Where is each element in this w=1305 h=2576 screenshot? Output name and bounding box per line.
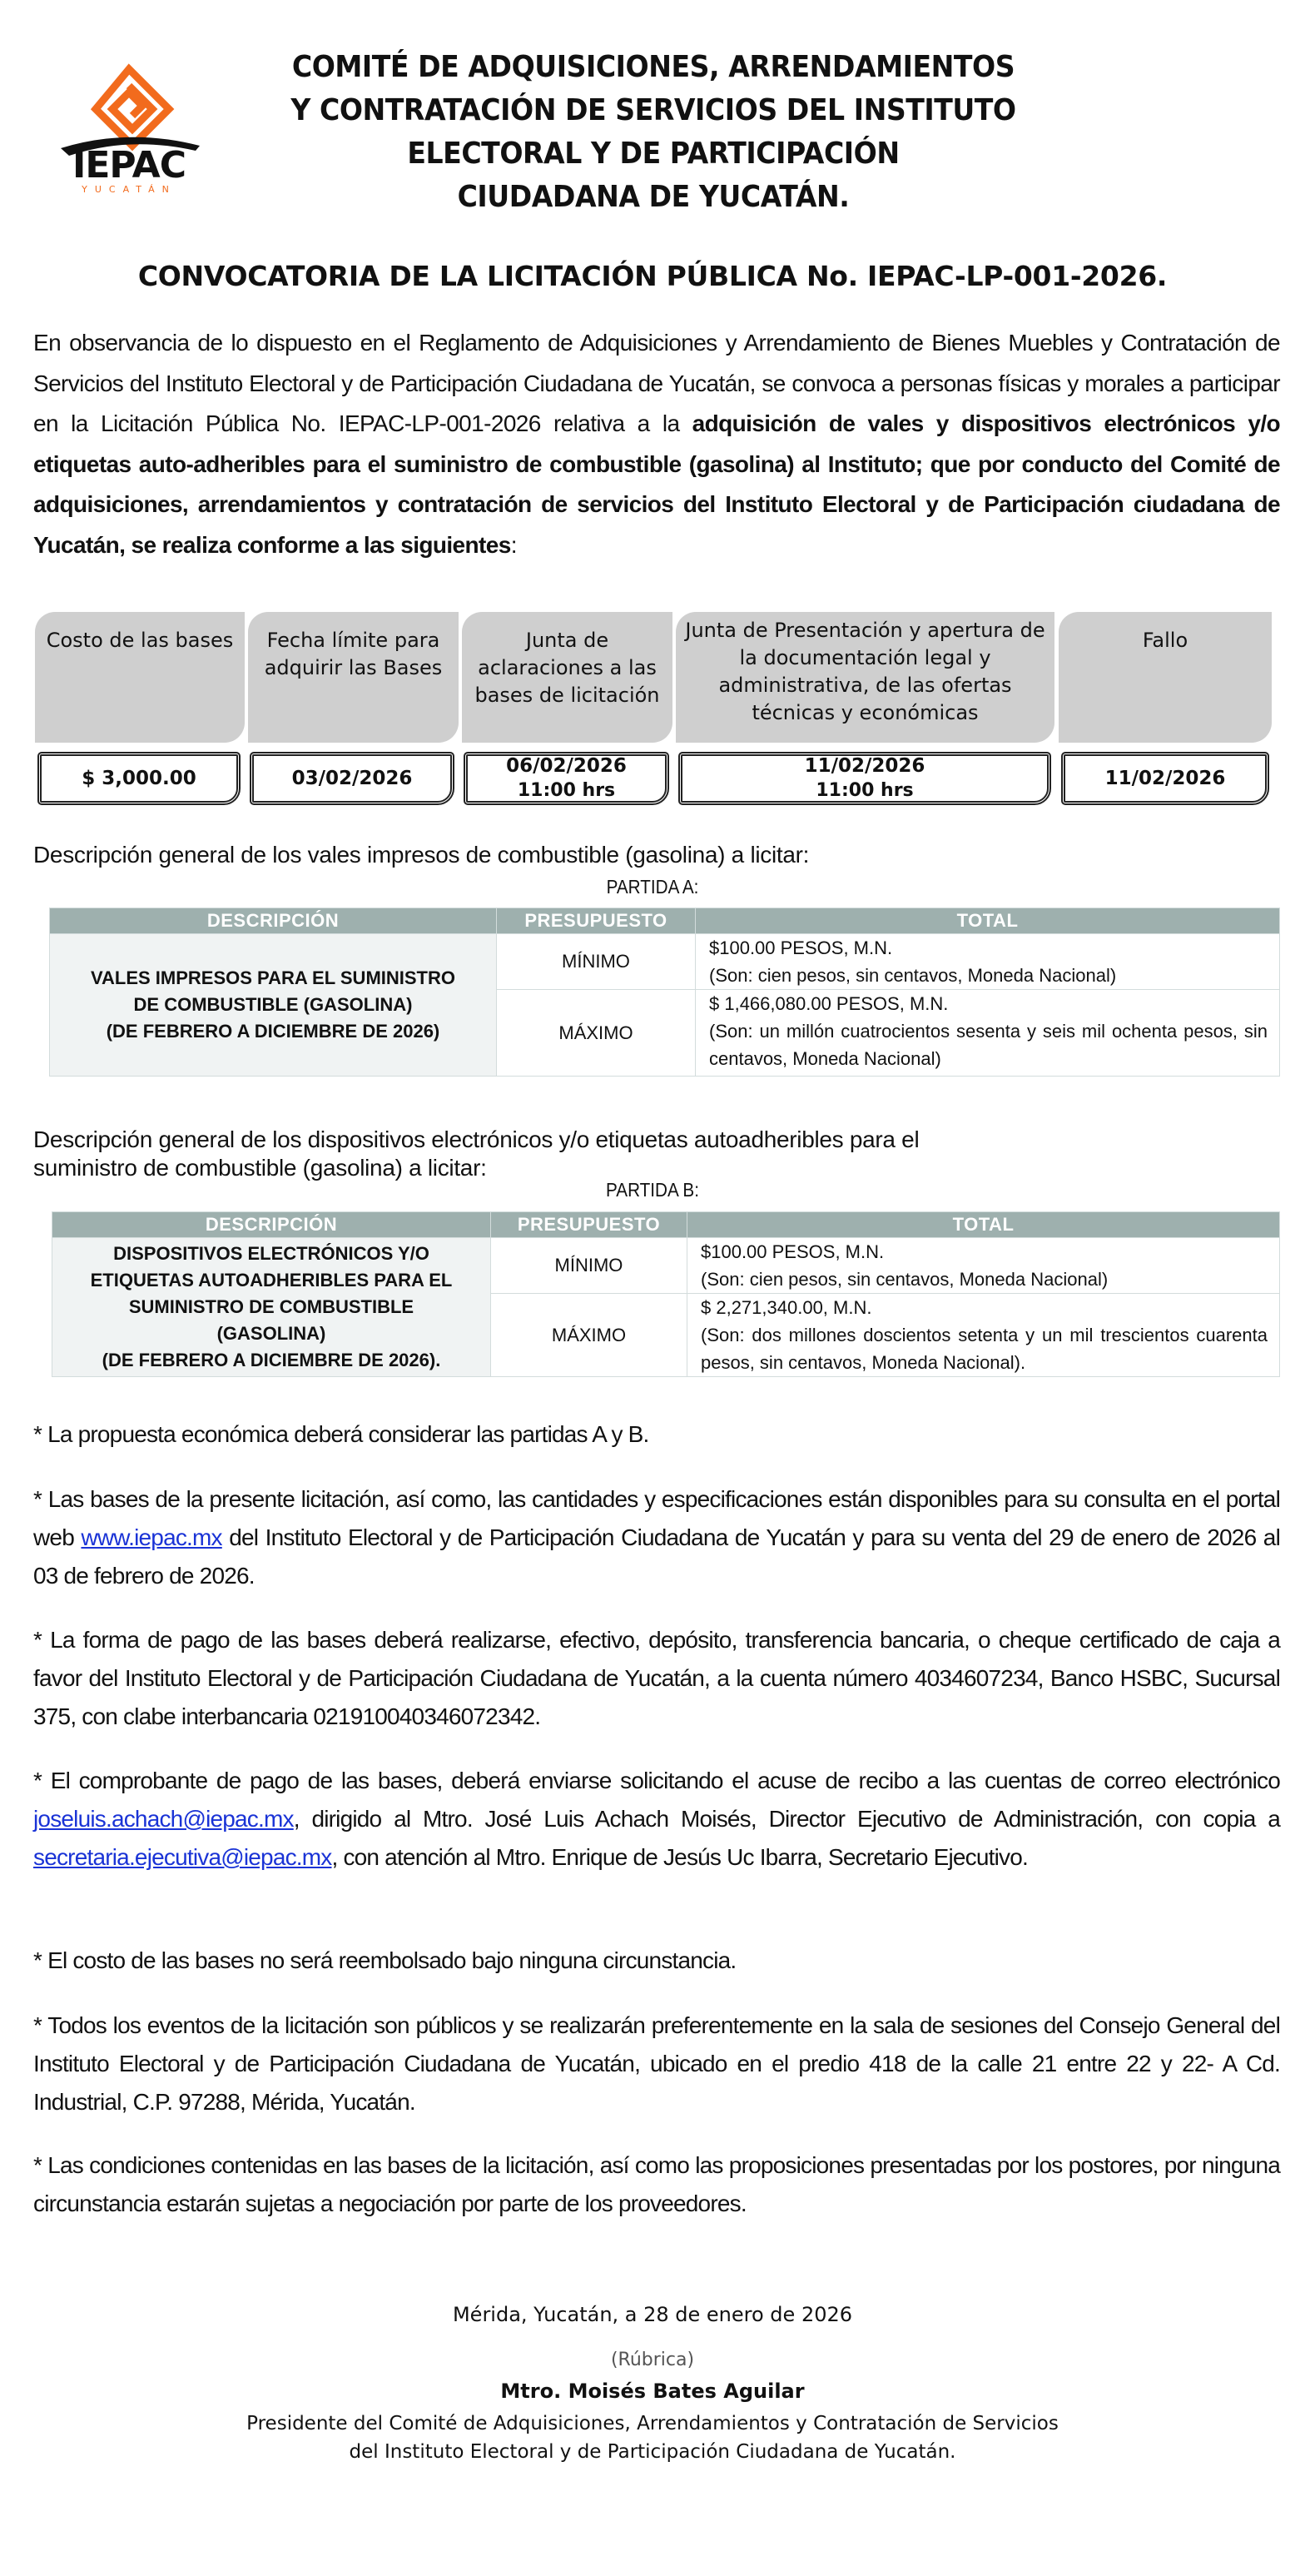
intro-end: : [510,531,517,558]
partida-b-intro-line-2: suministro de combustible (gasolina) a licitar: [33,1155,487,1181]
description-line: ETIQUETAS AUTOADHERIBLES PARA EL [90,1270,453,1290]
note-payment-method: * La forma de pago de las bases deberá realizarse, efectivo, depósito, transferencia bancaria, o cheque certificado de caja a favor del Instituto Electoral y de Participación Ciudadana de Yucatán, a la cuenta número 4034607234, Banco HSBC, Sucursal 375, con clabe interbancaria 021910040346072342. [33,1627,1280,1729]
column-header: PRESUPUESTO [491,1212,687,1238]
rubrica: (Rúbrica) [610,2350,695,2370]
partida-b-intro-line-1: Descripción general de los dispositivos electrónicos y/o etiquetas autoadheribles para el [33,1126,920,1152]
description-line: (GASOLINA) [216,1323,326,1344]
column-header: DESCRIPCIÓN [52,1212,491,1238]
schedule-value-deadline [250,752,454,805]
item-description [52,1238,491,1377]
description-line: (DE FEBRERO A DICIEMBRE DE 2026) [106,1021,440,1042]
budget-type: MÍNIMO [497,934,696,990]
schedule-value-cost [37,752,241,805]
schedule-time: 11:00 hrs [517,780,616,801]
column-header: TOTAL [687,1212,1280,1238]
committee-line: ELECTORAL Y DE PARTICIPACIÓN [407,137,900,171]
signer-role-line: Presidente del Comité de Adquisiciones, Arrendamientos y Contratación de Servicios [246,2413,1059,2434]
note-payment-proof [33,1762,1280,1877]
logo-subtitle: YUCATÁN [82,184,176,195]
total-cell [696,934,1280,990]
logo-wordmark: IEPAC [72,144,186,186]
total-words: (Son: cien pesos, sin centavos, Moneda Nacional) [701,1269,1109,1290]
place-date: Mérida, Yucatán, a 28 de enero de 2026 [452,2303,853,2326]
table-header-row [52,1212,1280,1238]
schedule-label: Costo de las bases [46,629,234,652]
committee-heading [275,46,1033,219]
total-cell [696,990,1280,1077]
schedule-label: Fecha límite para adquirir las Bases [264,629,443,679]
column-header: TOTAL [696,908,1280,934]
schedule-header-deadline [248,612,459,743]
schedule-header-cost [35,612,245,743]
table-row [50,934,1280,990]
committee-line: COMITÉ DE ADQUISICIONES, ARRENDAMIENTOS [291,50,1015,84]
schedule-label: Junta de aclaraciones a las bases de licitación [474,629,660,707]
schedule-label: Fallo [1142,629,1188,652]
schedule-header-clarifications [462,612,672,743]
note-bases-availability [33,1480,1280,1595]
description-line: VALES IMPRESOS PARA EL SUMINISTRO [90,967,455,988]
partida-b-label: PARTIDA B: [606,1179,699,1201]
note-text: del Instituto Electoral y de Participación Ciudadana de Yucatán y para su venta del 29 de enero de 2026 al 03 de febrero de 2026. [33,1524,1280,1589]
table-row [52,1238,1280,1294]
committee-line: CIUDADANA DE YUCATÁN. [457,180,850,214]
description-line: (DE FEBRERO A DICIEMBRE DE 2026). [102,1350,441,1370]
description-line: SUMINISTRO DE COMBUSTIBLE [128,1296,414,1317]
budget-type: MÍNIMO [491,1238,687,1294]
total-words: (Son: dos millones doscientos setenta y un mil trescientos cuarenta pesos, sin centavos, Moneda Nacional). [701,1325,1268,1373]
email-link-achach[interactable]: joseluis.achach@iepac.mx [33,1806,294,1832]
partida-b-table [52,1211,1280,1377]
total-amount: $100.00 PESOS, M.N. [709,937,893,958]
intro-paragraph [33,323,1280,566]
email-link-secretaria[interactable]: secretaria.ejecutiva@iepac.mx [33,1844,332,1870]
schedule-value: $ 3,000.00 [82,768,196,789]
budget-type: MÁXIMO [491,1294,687,1377]
signer-name: Mtro. Moisés Bates Aguilar [500,2380,805,2403]
intro-bold-text: adquisición de vales y dispositivos electrónicos y/o etiquetas auto-adheribles para el suministro de combustible (gasolina) al Instituto; que por conducto del Comité de adquisiciones, arrendamientos y contratación de servicios del Instituto Electoral y de Participación ciudadana de Yucatán, se realiza conforme a las siguientes [33,410,1281,558]
partida-a-intro: Descripción general de los vales impresos de combustible (gasolina) a licitar: [33,842,810,868]
total-words: (Son: cien pesos, sin centavos, Moneda Nacional) [709,965,1117,986]
schedule-value: 06/02/2026 [506,755,627,777]
note-partidas: * La propuesta económica deberá considerar las partidas A y B. [33,1421,649,1447]
schedule-value-opening [678,752,1051,805]
note-public-events: * Todos los eventos de la licitación son públicos y se realizarán preferentemente en la sala de sesiones del Consejo General del Instituto Electoral y de Participación Ciudadana de Yucatán, ubicado en el predio 418 de la calle 21 entre 22 y 22- A Cd. Industrial, C.P. 97288, Mérida, Yucatán. [33,2012,1280,2115]
description-line: DISPOSITIVOS ELECTRÓNICOS Y/O [113,1243,429,1264]
budget-type: MÁXIMO [497,990,696,1077]
signer-role-line: del Instituto Electoral y de Participación Ciudadana de Yucatán. [349,2441,956,2463]
total-amount: $ 2,271,340.00, M.N. [701,1297,872,1318]
schedule-value-clarifications [464,752,669,805]
schedule-header-ruling [1059,612,1272,743]
iepac-logo [46,62,212,196]
partida-a-table [49,908,1280,1077]
note-text: , dirigido al Mtro. José Luis Achach Moisés, Director Ejecutivo de Administración, con copia a [293,1806,1280,1832]
partida-a-label: PARTIDA A: [606,876,699,898]
total-cell [687,1238,1280,1294]
schedule-value: 03/02/2026 [291,768,413,789]
iepac-website-link[interactable]: www.iepac.mx [81,1524,222,1550]
note-non-refundable: * El costo de las bases no será reembolsado bajo ninguna circunstancia. [33,1947,737,1973]
intro-text: En observancia de lo dispuesto en el Reglamento de Adquisiciones y Arrendamiento de Bienes Muebles y Contratación de Servicios del Instituto Electoral y de Participación Ciudadana de Yucatán, se convoca a personas físicas y morales a participar en la Licitación Pública No. IEPAC-LP-001-2026 relativa a la [33,330,1280,437]
committee-line: Y CONTRATACIÓN DE SERVICIOS DEL INSTITUTO [290,93,1016,127]
column-header: DESCRIPCIÓN [50,908,497,934]
total-words: (Son: un millón cuatrocientos sesenta y seis mil ochenta pesos, sin centavos, Moneda Nacional) [709,1021,1268,1069]
total-amount: $100.00 PESOS, M.N. [701,1241,885,1262]
schedule-value: 11/02/2026 [1104,768,1226,789]
note-text: , con atención al Mtro. Enrique de Jesús Uc Ibarra, Secretario Ejecutivo. [331,1844,1028,1870]
schedule-time: 11:00 hrs [816,780,914,801]
note-text: * El comprobante de pago de las bases, deberá enviarse solicitando el acuse de recibo a las cuentas de correo electrónico [33,1768,1280,1793]
schedule-label: Junta de Presentación y apertura de la documentación legal y administrativa, de las ofertas técnicas y económicas [685,619,1045,724]
schedule-value-ruling [1061,752,1269,805]
total-amount: $ 1,466,080.00 PESOS, M.N. [709,993,949,1014]
description-line: DE COMBUSTIBLE (GASOLINA) [133,994,413,1015]
item-description [50,934,497,1077]
column-header: PRESUPUESTO [497,908,696,934]
note-no-negotiation: * Las condiciones contenidas en las bases de la licitación, así como las proposiciones presentadas por los postores, por ninguna circunstancia estarán sujetas a negociación por parte de los proveedores. [33,2152,1280,2216]
schedule-header-opening [676,612,1054,743]
table-header-row [50,908,1280,934]
signer-role [33,2409,1272,2466]
schedule-value: 11/02/2026 [804,755,925,777]
total-cell [687,1294,1280,1377]
convocatoria-title: CONVOCATORIA DE LA LICITACIÓN PÚBLICA No. IEPAC-LP-001-2026. [137,260,1168,292]
note-text: * Las bases de la presente licitación, así como, las cantidades y especificaciones están disponibles para su consulta en el portal web [33,1486,1280,1550]
